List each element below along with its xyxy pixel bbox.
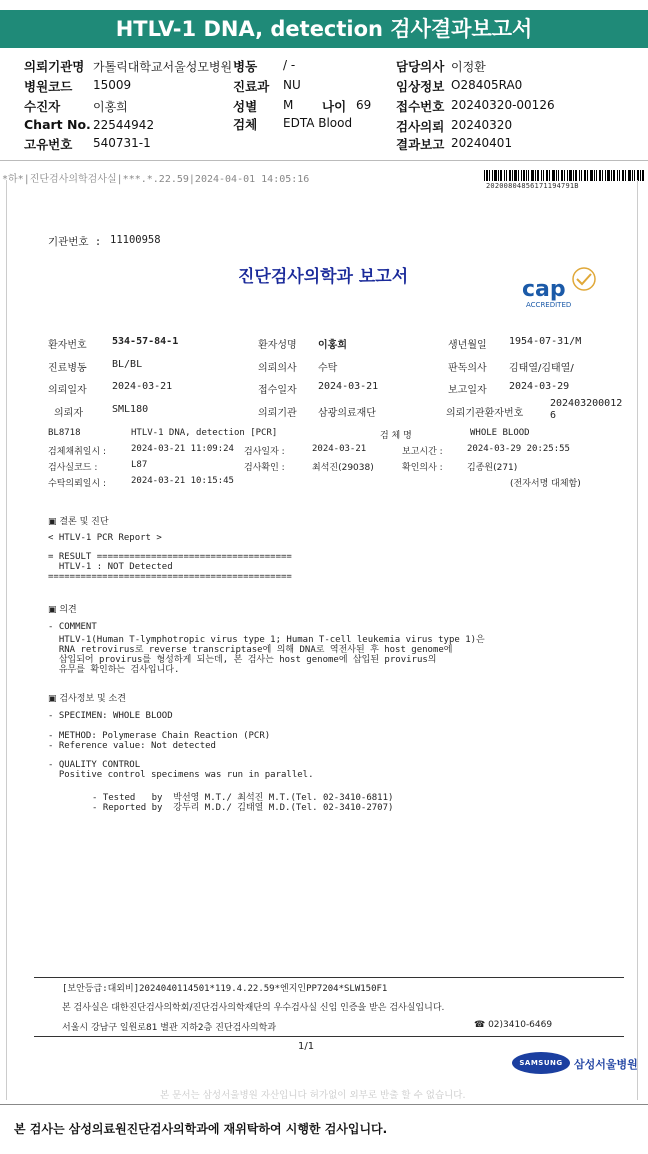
- info-label-patient-no: 환자번호: [48, 340, 87, 351]
- comment-line-3: 삽입되어 provirus를 형성하게 되는데, 본 검사는 host genome에 삽입된 provirus의: [48, 655, 437, 665]
- label-physician: 담당의사: [396, 59, 445, 74]
- exam-date: 2024-03-21: [312, 444, 367, 454]
- e-signature-note: (전자서명 대체함): [510, 479, 581, 489]
- label-report-date: 결과보고: [396, 137, 445, 152]
- hospital-name: 삼성서울병원: [574, 1058, 638, 1071]
- lab-code-label: 검사실코드 :: [48, 463, 98, 473]
- phone-line: ☎ 02)3410-6469: [474, 1020, 553, 1030]
- info-requesting-doctor: 수탁: [318, 363, 338, 374]
- section-conclusion: ▣ 결론 및 진단: [48, 517, 109, 527]
- info-requester: SML180: [112, 404, 149, 415]
- report-time: 2024-03-29 20:25:55: [467, 444, 570, 454]
- info-label-receipt-date: 접수일자: [258, 385, 297, 396]
- value-department: NU: [283, 78, 301, 92]
- value-specimen: EDTA Blood: [283, 116, 353, 130]
- comment-line-2: RNA retrovirus로 reverse transcriptase에 의해 DNA로 역전사된 후 host genome에: [48, 645, 453, 655]
- info-request-date: 2024-03-21: [112, 381, 173, 392]
- qc-label: - QUALITY CONTROL: [48, 760, 141, 770]
- label-clinical-info: 임상정보: [396, 79, 445, 94]
- tested-by: - Tested by 박선영 M.T./ 최석진 M.T.(Tel. 02-3410-6811): [92, 793, 394, 803]
- comment-line-4: 유무를 확인하는 검사입니다.: [48, 665, 180, 675]
- header-divider: [0, 160, 648, 161]
- value-unique-no: 540731-1: [93, 136, 151, 150]
- reconsignment-note: 본 검사는 삼성의료원진단검사의학과에 재위탁하여 시행한 검사입니다.: [14, 1122, 388, 1136]
- info-label-report-date: 보고일자: [448, 385, 487, 396]
- page-number: 1/1: [298, 1041, 315, 1052]
- cap-accredited-text: ACCREDITED: [526, 301, 572, 309]
- info-label-requesting-doctor: 의뢰의사: [258, 363, 297, 374]
- org-no-label: 기관번호 :: [48, 236, 102, 248]
- value-patient: 이홍희: [93, 100, 128, 114]
- qc-text: Positive control specimens was run in parallel.: [48, 770, 314, 780]
- doctor-label: 확인의사 :: [402, 463, 443, 473]
- security-line: [보안등급:대외비]2024040114501*119.4.22.59*엔지인PP7204*SLW150F1: [62, 984, 388, 994]
- lab-code: L87: [131, 460, 148, 470]
- consign-label: 수탁의뢰일시 :: [48, 479, 107, 489]
- info-org-patient-no-1: 202403200012: [550, 398, 623, 409]
- info-ward: BL/BL: [112, 359, 143, 370]
- cap-accredited-logo: [520, 266, 604, 310]
- label-patient: 수진자: [24, 99, 61, 114]
- info-org-patient-no-2: 6: [550, 410, 557, 421]
- report-title-bar: HTLV-1 DNA, detection 검사결과보고서: [0, 10, 648, 48]
- label-request-date: 검사의뢰: [396, 119, 445, 134]
- certification-line: 본 검사실은 대한진단검사의학회/진단검사의학재단의 우수검사실 신임 인증을 받은 검사실입니다.: [62, 1003, 445, 1013]
- specimen-line: - SPECIMEN: WHOLE BLOOD: [48, 711, 173, 721]
- label-hospital-code: 병원코드: [24, 79, 73, 94]
- value-receipt-no: 20240320-00126: [451, 98, 555, 112]
- value-report-date: 20240401: [451, 136, 513, 150]
- reported-by: - Reported by 강두리 M.D./ 김태열 M.D.(Tel. 02-3410-2707): [92, 803, 394, 813]
- pcr-report-name: < HTLV-1 PCR Report >: [48, 533, 162, 543]
- label-specimen: 검체: [233, 117, 258, 132]
- value-chart-no: 22544942: [93, 118, 155, 132]
- label-unique-no: 고유번호: [24, 137, 73, 152]
- value-clinical-info: O28405RA0: [451, 78, 523, 92]
- info-label-org-patient-no: 의뢰기관환자번호: [446, 408, 524, 419]
- value-request-date: 20240320: [451, 118, 513, 132]
- label-age: 나이: [322, 99, 347, 114]
- value-requesting-org: 가톨릭대학교서울성모병원: [93, 60, 233, 74]
- report-time-label: 보고시간 :: [402, 447, 443, 457]
- value-sex: M: [283, 98, 294, 112]
- print-stamp: *하*|진단검사의학검사실|***.*.22.59|2024-04-01 14:05:16: [2, 174, 310, 185]
- value-hospital-code: 15009: [93, 78, 132, 92]
- info-requesting-org: 삼광의료재단: [318, 408, 376, 419]
- specimen-name: WHOLE BLOOD: [470, 428, 530, 438]
- label-chart-no: Chart No.: [24, 117, 91, 132]
- doctor-value: 김종원(271): [467, 463, 518, 473]
- lab-report-title: 진단검사의학과 보고서: [238, 267, 409, 287]
- comment-label: - COMMENT: [48, 622, 97, 632]
- info-receipt-date: 2024-03-21: [318, 381, 379, 392]
- consign-datetime: 2024-03-21 10:15:45: [131, 476, 234, 486]
- result-value: HTLV-1 : NOT Detected: [48, 562, 173, 572]
- info-patient-no: 534-57-84-1: [112, 336, 179, 347]
- label-sex: 성별: [233, 99, 258, 114]
- collect-datetime: 2024-03-21 11:09:24: [131, 444, 234, 454]
- info-label-request-date: 의뢰일자: [48, 385, 87, 396]
- test-code: BL8718: [48, 428, 81, 438]
- reference-line: - Reference value: Not detected: [48, 741, 216, 751]
- value-ward: / -: [283, 58, 296, 72]
- info-label-requesting-org: 의뢰기관: [258, 408, 297, 419]
- bottom-divider: [0, 1104, 648, 1105]
- info-birth: 1954-07-31/M: [509, 336, 582, 347]
- footer-top-rule: [34, 977, 624, 978]
- section-test-info: ▣ 검사정보 및 소견: [48, 694, 126, 704]
- value-age: 69: [356, 98, 372, 112]
- confidential-watermark: 본 문서는 삼성서울병원 자산입니다 허가없이 외부로 반출 할 수 없습니다.: [160, 1090, 466, 1101]
- result-header: = RESULT ====================================: [48, 552, 292, 562]
- label-ward: 병동: [233, 59, 258, 74]
- label-receipt-no: 접수번호: [396, 99, 445, 114]
- specimen-name-label: 검 체 명: [380, 431, 412, 441]
- result-footer: =============================================: [48, 572, 292, 582]
- test-name: HTLV-1 DNA, detection [PCR]: [131, 428, 278, 438]
- info-label-birth: 생년월일: [448, 340, 487, 351]
- address-line: 서울시 강남구 일원로81 별관 지하2층 진단검사의학과: [62, 1023, 277, 1033]
- samsung-oval: SAMSUNG: [512, 1052, 570, 1074]
- info-label-reading-doctor: 판독의사: [448, 363, 487, 374]
- label-requesting-org: 의뢰기관명: [24, 59, 85, 74]
- method-line: - METHOD: Polymerase Chain Reaction (PCR): [48, 731, 271, 741]
- confirm-label: 검사확인 :: [244, 463, 285, 473]
- comment-line-1: HTLV-1(Human T-lymphotropic virus type 1; Human T-cell leukemia virus type 1)은: [48, 635, 485, 645]
- info-label-ward: 진료병동: [48, 363, 87, 374]
- cap-text: cap: [522, 277, 566, 302]
- info-report-date: 2024-03-29: [509, 381, 570, 392]
- info-patient-name: 이홍희: [318, 340, 347, 351]
- info-label-requester: 의뢰자: [54, 408, 83, 419]
- value-physician: 이정환: [451, 60, 486, 74]
- exam-date-label: 검사일자 :: [244, 447, 285, 457]
- collect-label: 검체채취일시 :: [48, 447, 107, 457]
- info-label-patient-name: 환자성명: [258, 340, 297, 351]
- label-department: 진료과: [233, 79, 270, 94]
- section-opinion: ▣ 의견: [48, 605, 77, 615]
- confirm-value: 최석진(29038): [312, 463, 374, 473]
- barcode-number: 20200804856171194791B: [486, 182, 579, 190]
- info-reading-doctor: 김태열/김태열/: [509, 363, 574, 374]
- footer-bottom-rule: [34, 1036, 624, 1037]
- org-no: 11100958: [110, 234, 161, 246]
